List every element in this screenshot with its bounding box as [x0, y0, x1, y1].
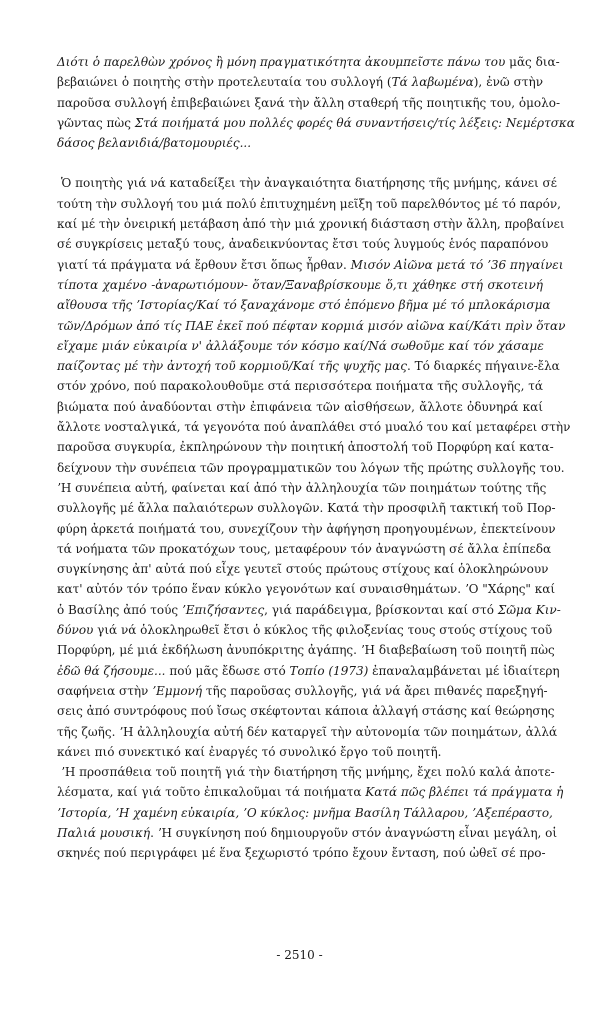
- italic-text: τίποτα χαμένο -ἀναρωτιόμουν- ὅταν/Ξαναβρίσκουμε ὅ,τι χάθηκε στή σκοτεινή: [57, 277, 543, 292]
- text-line: [57, 722, 558, 742]
- italic-text: ʼΕμμονή: [152, 683, 203, 698]
- italic-text: Παλιά μουσική: [57, 825, 151, 840]
- text-line: [57, 843, 546, 863]
- italic-text: Διότι ὁ παρελθὼν χρόνος ἢ μόνη πραγματικότητα ἀκουμπεῖστε πάνω του: [57, 55, 506, 69]
- italic-text: τῶν/Δρόμων ἀπό τίς ΠΑΕ ἐκεῖ πού πέφταν κορμιά μισόν αἰῶνα καί/Κάτι πρὶν ὅταν: [57, 318, 566, 333]
- text-line: [57, 376, 543, 396]
- paragraph-intro: [57, 52, 575, 153]
- text-run: σαφήνεια στὴν: [57, 683, 153, 698]
- text-run: τούτη τὴν συλλογή του μιά πολύ ἐπιτυχημένη μεῖξη τοῦ παρελθόντος μέ τό παρόν,: [57, 196, 561, 211]
- text-line: [57, 478, 547, 498]
- text-run: κατ' αὐτόν τόν τρόπο ἕναν κύκλο γεγονότων καί συναισθημάτων. ʼΟ "Χάρης" καί: [57, 582, 556, 597]
- text-line: [57, 803, 553, 823]
- text-line: [57, 336, 543, 356]
- text-run: τῆς παροῦσας συλλογῆς, γιά νά ἄρει πιθανές παρεξηγή-: [202, 683, 548, 698]
- text-line: [57, 579, 556, 599]
- text-line: [57, 823, 558, 843]
- text-line: [57, 214, 565, 234]
- text-run: συγκίνησης ἀπ' αὐτά πού εἶχε γευτεῖ στούς πρώτους στίχους καί ὁλοκληρώνουν: [57, 562, 549, 577]
- text-run: δείχνουν τὴν συνέπεια τῶν προγραμματικῶν του λόγων τῆς πρώτης συλλογῆς του.: [57, 460, 565, 475]
- text-line: [57, 701, 555, 721]
- text-line: [57, 93, 560, 113]
- italic-text: Κατά πῶς βλέπει τά πράγματα ἡ: [365, 785, 564, 800]
- text-line: [57, 234, 549, 254]
- text-line: [57, 437, 554, 457]
- text-run: παροῦσα συλλογή ἐπιβεβαιώνει ξανά τὴν ἄλλη σταθερή τῆς ποιητικῆς του, ὁμολο-: [57, 95, 560, 110]
- text-line: [57, 316, 566, 336]
- text-line: [57, 559, 549, 579]
- text-run: λέσματα, καί γιά τοῦτο ἐπικαλοῦμαι τά ποιήματα: [57, 785, 366, 800]
- text-run: . ʼΗ συγκίνηση πού δημιουργοῦν στόν ἀναγνώστη εἶναι μεγάλη, οἱ: [150, 825, 558, 840]
- italic-text: Σῶμα Κιν-: [497, 602, 561, 617]
- text-run: καί μέ τὴν ὀνειρική μετάβαση ἀπό τὴν μιά χρονική διάσταση στὴν ἄλλη, προβαίνει: [57, 217, 565, 232]
- text-line: [57, 194, 561, 214]
- text-run: ʼΗ συνέπεια αὐτή, φαίνεται καί ἀπό τὴν ἀλληλουχία τῶν ποιημάτων τούτης τῆς: [57, 480, 547, 495]
- italic-text: ἐδῶ θά ζήσουμε...: [57, 663, 166, 678]
- text-run: σέ συγκρίσεις μεταξύ τους, ἀναδεικνύοντας ἔτσι τούς λυγμούς ἑνός παραπόνου: [57, 237, 549, 252]
- italic-text: εἴχαμε μιάν εὐκαιρία ν' ἀλλάξουμε τόν κόσμο καί/Νά σωθοῦμε καί τόν χάσαμε: [57, 338, 544, 353]
- italic-text: δύνου: [57, 623, 94, 638]
- text-line: [57, 255, 564, 275]
- text-line: [57, 782, 564, 802]
- text-line: [57, 275, 543, 295]
- text-run: Πορφύρη, μέ μιά ἐκδήλωση ἀνυπόκριτης ἀγάπης. ʼΗ διαβεβαίωση τοῦ ποιητῆ πὼς: [57, 643, 555, 658]
- text-run: τῆς ζωῆς. ʼΗ ἀλληλουχία αὐτή δέν καταργεῖ τὴν αὐτονομία τῶν ποιημάτων, ἀλλά: [57, 724, 558, 739]
- text-line: [57, 661, 560, 681]
- text-run: ὁ Βασίλης ἀπό τούς: [57, 602, 182, 617]
- text-line: [57, 295, 551, 315]
- page-number: - 2510 -: [276, 948, 323, 962]
- text-line: [57, 397, 543, 417]
- text-line: [57, 458, 565, 478]
- italic-text: Τά λαβωμένα: [391, 75, 474, 90]
- text-run: . Τό διαρκές πήγαινε-ἔλα: [407, 359, 560, 374]
- text-run: ἐπαναλαμβάνεται μέ ἰδιαίτερη: [368, 663, 560, 678]
- text-run: κάνει πιό συνεκτικό καί ἐναργές τό συνολικό ἔργο τοῦ ποιητῆ.: [57, 744, 442, 759]
- italic-text: Μισόν Αἰῶνα μετά τό ʼ36 πηγαίνει: [350, 257, 564, 272]
- text-run: ʼΗ προσπάθεια τοῦ ποιητῆ γιά τὴν διατήρηση τῆς μνήμης, ἔχει πολύ καλά ἀποτε-: [61, 765, 555, 780]
- text-line: [57, 519, 556, 539]
- text-run: σκηνές πού περιγράφει μέ ἕνα ξεχωριστό τρόπο ἔχουν ἔνταση, πού ὠθεῖ σέ προ-: [57, 846, 546, 861]
- italic-text: ʼΕπιζήσαντες: [181, 602, 265, 617]
- text-line: [57, 72, 543, 92]
- text-line: [57, 356, 560, 376]
- italic-text: παίζοντας μέ τὴν ἀντοχή τοῦ κορμιοῦ/Καί τῆς ψυχῆς μας: [57, 359, 407, 374]
- text-run: σεις ἀπό συντρόφους πού ἴσως σκέφτονται κάποια ἀλλαγή στάσης καί θεώρησης: [57, 704, 555, 719]
- italic-text: Στά ποιήματά μου πολλές φορές θά συναντήσεις/τίς λέξεις: Νεμέρτσκα: [134, 115, 575, 130]
- text-line: [57, 640, 555, 660]
- text-run: γιατί τά πράγματα νά ἔρθουν ἔτσι ὅπως ἦρθαν.: [57, 257, 351, 272]
- italic-text: Τοπίο (1973): [289, 663, 369, 678]
- text-run: παροῦσα συγκυρία, ἐκπληρώνουν τὴν ποιητική ἀποστολή τοῦ Πορφύρη καί κατα-: [57, 440, 554, 455]
- text-line: [57, 539, 552, 559]
- text-run: βεβαιώνει ὁ ποιητὴς στὴν προτελευταία του συλλογή (: [57, 75, 392, 90]
- text-line: [57, 173, 557, 193]
- text-run: στόν χρόνο, πού παρακολουθοῦμε στά περισσότερα ποιήματα τῆς συλλογῆς, τά: [57, 379, 543, 394]
- text-run: Ὁ ποιητὴς γιά νά καταδείξει τὴν ἀναγκαιότητα διατήρησης τῆς μνήμης, κάνει σέ: [61, 176, 557, 191]
- page-text: [57, 52, 575, 864]
- text-run: γιά νά ὁλοκληρωθεῖ ἔτσι ὁ κύκλος τῆς φιλοξενίας τους στούς στίχους τοῦ: [93, 623, 553, 638]
- text-line: [57, 620, 553, 640]
- text-run: ), ἐνῶ στὴν: [473, 75, 543, 90]
- text-line: [57, 681, 548, 701]
- text-line: [57, 113, 575, 133]
- text-run: , γιά παράδειγμα, βρίσκονται καί στό: [264, 602, 498, 617]
- paragraph-main: [57, 173, 571, 762]
- text-run: γῶντας πὼς: [57, 115, 135, 130]
- text-line: [57, 498, 556, 518]
- italic-text: αἴθουσα τῆς ʼΙστορίας/Καί τό ξαναχάνομε στό ἑπόμενο βῆμα μέ τό μπλοκάρισμα: [57, 298, 551, 313]
- text-run: πού μᾶς ἔδωσε στό: [165, 663, 290, 678]
- text-line: [57, 762, 555, 782]
- text-run: φύρη ἀρκετά ποιήματά του, συνεχίζουν τὴν ἀφήγηση προηγουμένων, ἐπεκτείνουν: [57, 521, 556, 536]
- text-run: συλλογῆς μέ ἄλλα παλαιότερων συλλογῶν. Κατά τὴν προσφιλῆ τακτική τοῦ Πορ-: [57, 501, 556, 516]
- italic-text: ʼΙστορία, ʼΗ χαμένη εὐκαιρία, ʼΟ κύκλος: μνῆμα Βασίλη Τάλλαρου, ʼΑξεπέραστο,: [57, 805, 553, 820]
- text-run: βιώματα πού ἀναδύονται στὴν ἐπιφάνεια τῶν αἰσθήσεων, ἄλλοτε ὀδυνηρά καί: [57, 399, 543, 414]
- text-line: [57, 742, 543, 762]
- text-line: [57, 600, 561, 620]
- text-line: [57, 417, 571, 437]
- text-line: [57, 52, 560, 72]
- text-run: τά νοήματα τῶν προκατόχων τους, μεταφέρουν τόν ἀναγνώστη σέ ἄλλα ἐπίπεδα: [57, 541, 552, 556]
- text-run: ἄλλοτε νοσταλγικά, τά γεγονότα πού ἀναπλάθει στό μυαλό του καί μεταφέρει στὴν: [57, 420, 571, 435]
- italic-text: δάσος βελανιδιά/βατομουριές...: [57, 136, 252, 151]
- text-line: [57, 133, 543, 153]
- text-run: μᾶς δια-: [505, 55, 560, 69]
- paragraph-closing: [57, 762, 564, 863]
